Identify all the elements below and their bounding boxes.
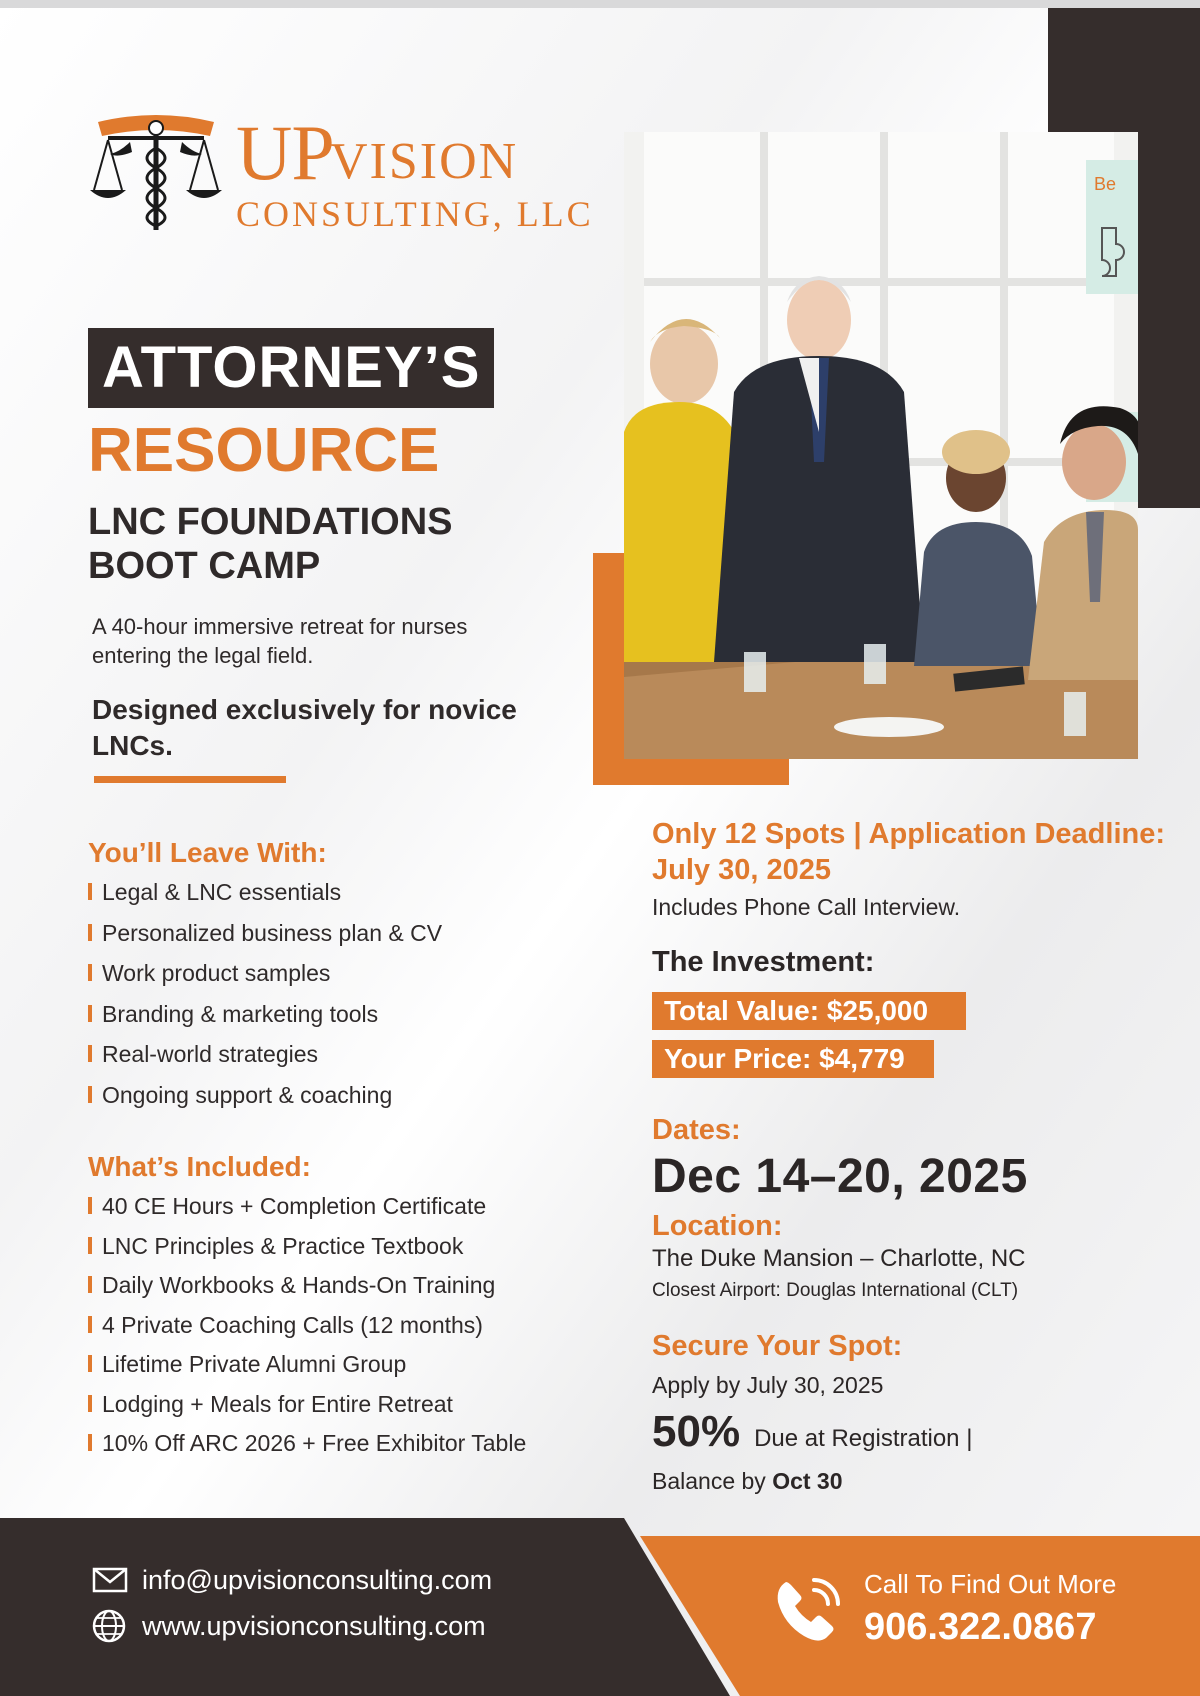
list-item: Lodging + Meals for Entire Retreat: [88, 1388, 526, 1428]
apply-by: Apply by July 30, 2025: [652, 1372, 884, 1398]
investment-heading: The Investment:: [652, 946, 875, 978]
call-label: Call To Find Out More: [864, 1569, 1117, 1599]
phone-number[interactable]: 906.322.0867: [864, 1606, 1097, 1648]
list-item: 10% Off ARC 2026 + Free Exhibitor Table: [88, 1427, 526, 1467]
website-link[interactable]: [92, 1608, 486, 1644]
location-airport: Closest Airport: Douglas International (CLT): [652, 1280, 1019, 1301]
list-item: Branding & marketing tools: [88, 998, 442, 1039]
meeting-illustration: [624, 132, 1138, 759]
total-value-tag: Total Value: $25,000: [652, 992, 966, 1030]
list-item: Work product samples: [88, 957, 442, 998]
secure-heading: Secure Your Spot:: [652, 1330, 903, 1362]
globe-icon: [92, 1611, 130, 1641]
list-item: Real-world strategies: [88, 1038, 442, 1079]
interview-note: Includes Phone Call Interview.: [652, 894, 961, 920]
deposit-line: [652, 1406, 972, 1465]
list-item: 4 Private Coaching Calls (12 months): [88, 1309, 526, 1349]
list-item: Daily Workbooks & Hands-On Training: [88, 1269, 526, 1309]
list-item: Personalized business plan & CV: [88, 917, 442, 958]
scales-caduceus-logo-icon: [86, 112, 226, 238]
leave-with-list: [88, 876, 442, 1119]
designed-for: Designed exclusively for novice LNCs.: [92, 694, 517, 761]
title-attorneys: ATTORNEY’S: [88, 328, 494, 408]
website-text: www.upvisionconsulting.com: [142, 1610, 486, 1641]
dates-value: Dec 14–20, 2025: [652, 1150, 1028, 1203]
logo-text-up: UP: [236, 109, 334, 196]
balance-date: Oct 30: [772, 1468, 843, 1494]
list-item: Lifetime Private Alumni Group: [88, 1348, 526, 1388]
deposit-percent: 50%: [652, 1407, 741, 1456]
balance-prefix: Balance by: [652, 1468, 766, 1494]
subtitle-line-1: LNC FOUNDATIONS: [88, 501, 453, 543]
included-heading: What’s Included:: [88, 1151, 311, 1182]
description: A 40-hour immersive retreat for nurses entering the legal field.: [92, 614, 468, 668]
company-logo: [86, 109, 594, 238]
dates-heading: Dates:: [652, 1114, 741, 1146]
location-heading: Location:: [652, 1210, 783, 1242]
board-text: Be: [1094, 174, 1117, 194]
list-item: LNC Principles & Practice Textbook: [88, 1230, 526, 1270]
email-link[interactable]: [92, 1562, 492, 1598]
top-strip: [0, 0, 1200, 8]
logo-text-vision: VISION: [330, 133, 519, 190]
balance-line: [652, 1466, 843, 1496]
location-venue: The Duke Mansion – Charlotte, NC: [652, 1245, 1026, 1272]
your-price-tag: Your Price: $4,779: [652, 1040, 934, 1078]
envelope-icon: [92, 1565, 130, 1595]
list-item: 40 CE Hours + Completion Certificate: [88, 1190, 526, 1230]
title-resource: RESOURCE: [88, 416, 440, 485]
meeting-photo: [624, 132, 1138, 759]
list-item: Legal & LNC essentials: [88, 876, 442, 917]
subtitle: [88, 500, 453, 588]
email-text: info@upvisionconsulting.com: [142, 1564, 493, 1595]
list-item: Ongoing support & coaching: [88, 1079, 442, 1120]
phone-icon[interactable]: [772, 1572, 846, 1646]
leave-with-heading: You’ll Leave With:: [88, 837, 327, 868]
deposit-due: Due at Registration |: [754, 1425, 973, 1452]
orange-divider: [94, 776, 286, 783]
spots-deadline: Only 12 Spots | Application Deadline: July 30, 2025: [652, 818, 1166, 886]
logo-text-consulting: CONSULTING, LLC: [236, 194, 594, 234]
subtitle-line-2: BOOT CAMP: [88, 545, 321, 587]
included-list: [88, 1190, 526, 1467]
